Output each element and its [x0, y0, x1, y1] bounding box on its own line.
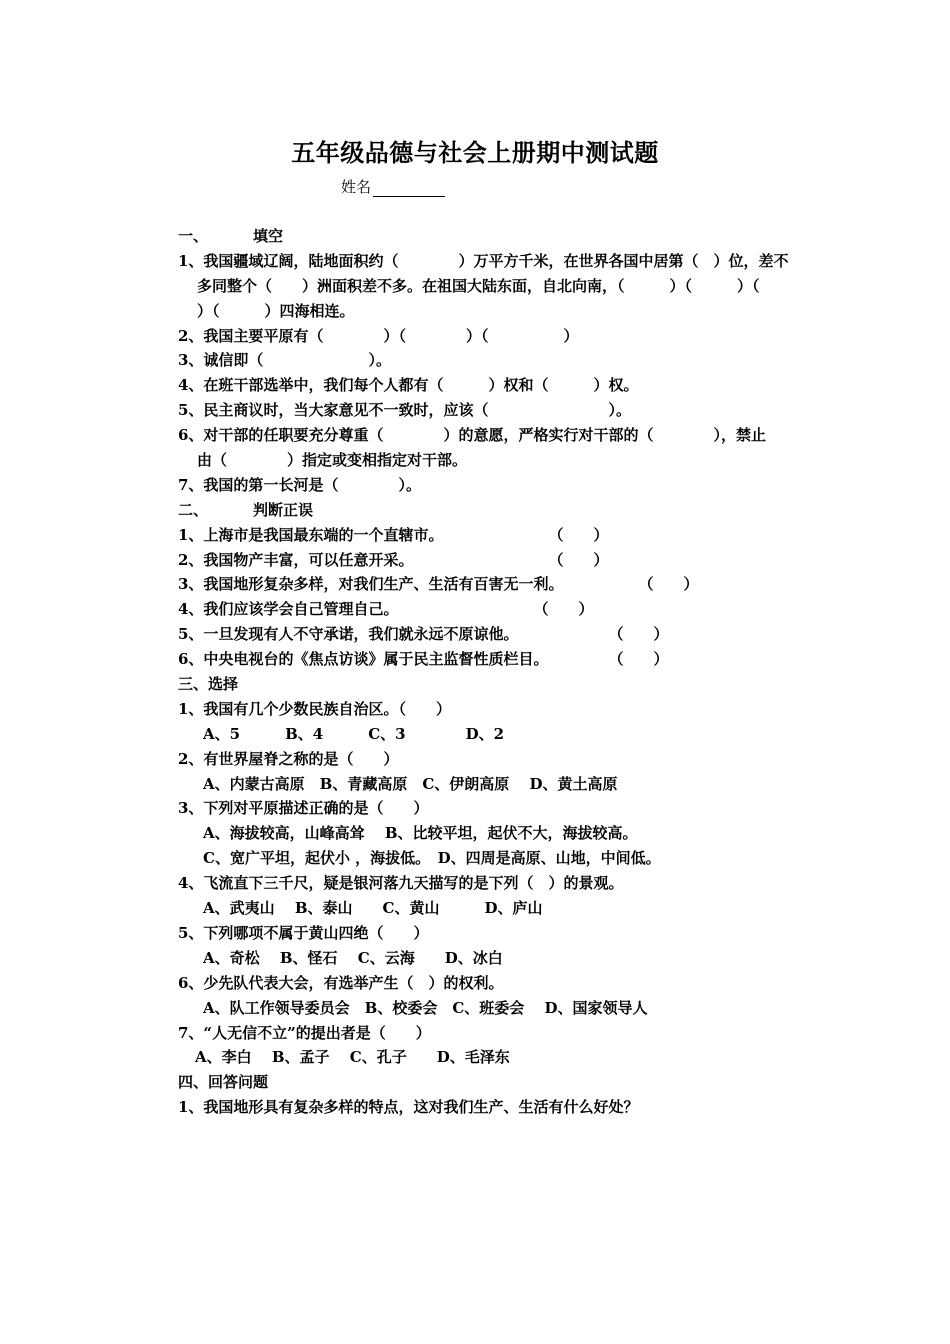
fill-line: 5、民主商议时，当大家意见不一致时，应该（ ）。	[178, 401, 631, 420]
page-title: 五年级品德与社会上册期中测试题	[291, 138, 659, 167]
choice-options: A、内蒙古高原 B、青藏高原 C、伊朗高原 D、黄土高原	[203, 774, 618, 793]
choice-options: A、武夷山 B、泰山 C、黄山 D、庐山	[203, 899, 543, 918]
fill-line: 2、我国主要平原有（ ）（ ）（ ）	[178, 326, 579, 345]
judge-line: 5、一旦发现有人不守承诺，我们就永远不原谅他。 （ ）	[178, 625, 669, 644]
fill-line: 1、我国疆域辽阔，陆地面积约（ ）万平方千米，在世界各国中居第（ ）位，差不	[178, 251, 789, 270]
section-label: 判断正误	[253, 500, 314, 519]
section-number: 二、	[178, 500, 209, 519]
judge-line: 3、我国地形复杂多样，对我们生产、生活有百害无一利。 （ ）	[178, 575, 699, 594]
choice-question: 7、“人无信不立”的提出者是（ ）	[178, 1023, 431, 1042]
answer-question: 1、我国地形具有复杂多样的特点，这对我们生产、生活有什么好处？	[178, 1098, 639, 1117]
fill-line: 7、我国的第一长河是（ ）。	[178, 475, 421, 494]
choice-question: 5、下列哪项不属于黄山四绝（ ）	[178, 923, 429, 942]
judge-line: 2、我国物产丰富，可以任意开采。 （ ）	[178, 550, 609, 569]
judge-line: 1、上海市是我国最东端的一个直辖市。 （ ）	[178, 525, 609, 544]
fill-line: 4、在班干部选举中，我们每个人都有（ ）权和（ ）权。	[178, 376, 639, 395]
choice-question: 4、飞流直下三千尺，疑是银河落九天描写的是下列（ ）的景观。	[178, 874, 624, 893]
choice-question: 1、我国有几个少数民族自治区。（ ）	[178, 699, 451, 718]
judge-line: 4、我们应该学会自己管理自己。 （ ）	[178, 600, 594, 619]
section-heading-answer: 四、回答问题	[178, 1073, 269, 1092]
section-label: 填空	[253, 227, 284, 245]
choice-options: A、李白 B、孟子 C、孔子 D、毛泽东	[195, 1048, 510, 1067]
choice-options: A、海拔较高，山峰高耸 B、比较平坦，起伏不大，海拔较高。	[203, 824, 638, 843]
choice-options: C、宽广平坦，起伏小 ，海拔低。 D、四周是高原、山地，中间低。	[203, 849, 661, 868]
fill-line: 多同整个（ ）洲面积差不多。在祖国大陆东面，自北向南，（ ）（ ）（	[197, 276, 760, 295]
fill-line: 由（ ）指定或变相指定对干部。	[197, 451, 468, 470]
name-field	[341, 176, 445, 197]
section-number: 一、	[178, 227, 209, 245]
choice-options: A、奇松 B、怪石 C、云海 D、冰白	[203, 948, 503, 967]
exam-content	[178, 224, 810, 1120]
fill-line: 3、诚信即（ ）。	[178, 351, 391, 370]
choice-question: 2、有世界屋脊之称的是（ ）	[178, 749, 399, 768]
fill-line: 6、对干部的任职要充分尊重（ ）的意愿，严格实行对干部的（ ），禁止	[178, 426, 766, 445]
name-blank[interactable]	[373, 181, 445, 197]
choice-options: A、5 B、4 C、3 D、2	[203, 724, 505, 743]
judge-line: 6、中央电视台的《焦点访谈》属于民主监督性质栏目。 （ ）	[178, 650, 669, 669]
name-label: 姓名	[341, 178, 372, 196]
fill-line: ）（ ）四海相连。	[197, 301, 355, 320]
choice-question: 6、少先队代表大会，有选举产生（ ）的权利。	[178, 973, 504, 992]
choice-question: 3、下列对平原描述正确的是（ ）	[178, 799, 429, 818]
section-heading-judge	[178, 498, 810, 523]
section-heading-choice: 三、选择	[178, 675, 239, 694]
section-heading-fill	[178, 224, 810, 249]
choice-options: A、队工作领导委员会 B、校委会 C、班委会 D、国家领导人	[203, 998, 648, 1017]
